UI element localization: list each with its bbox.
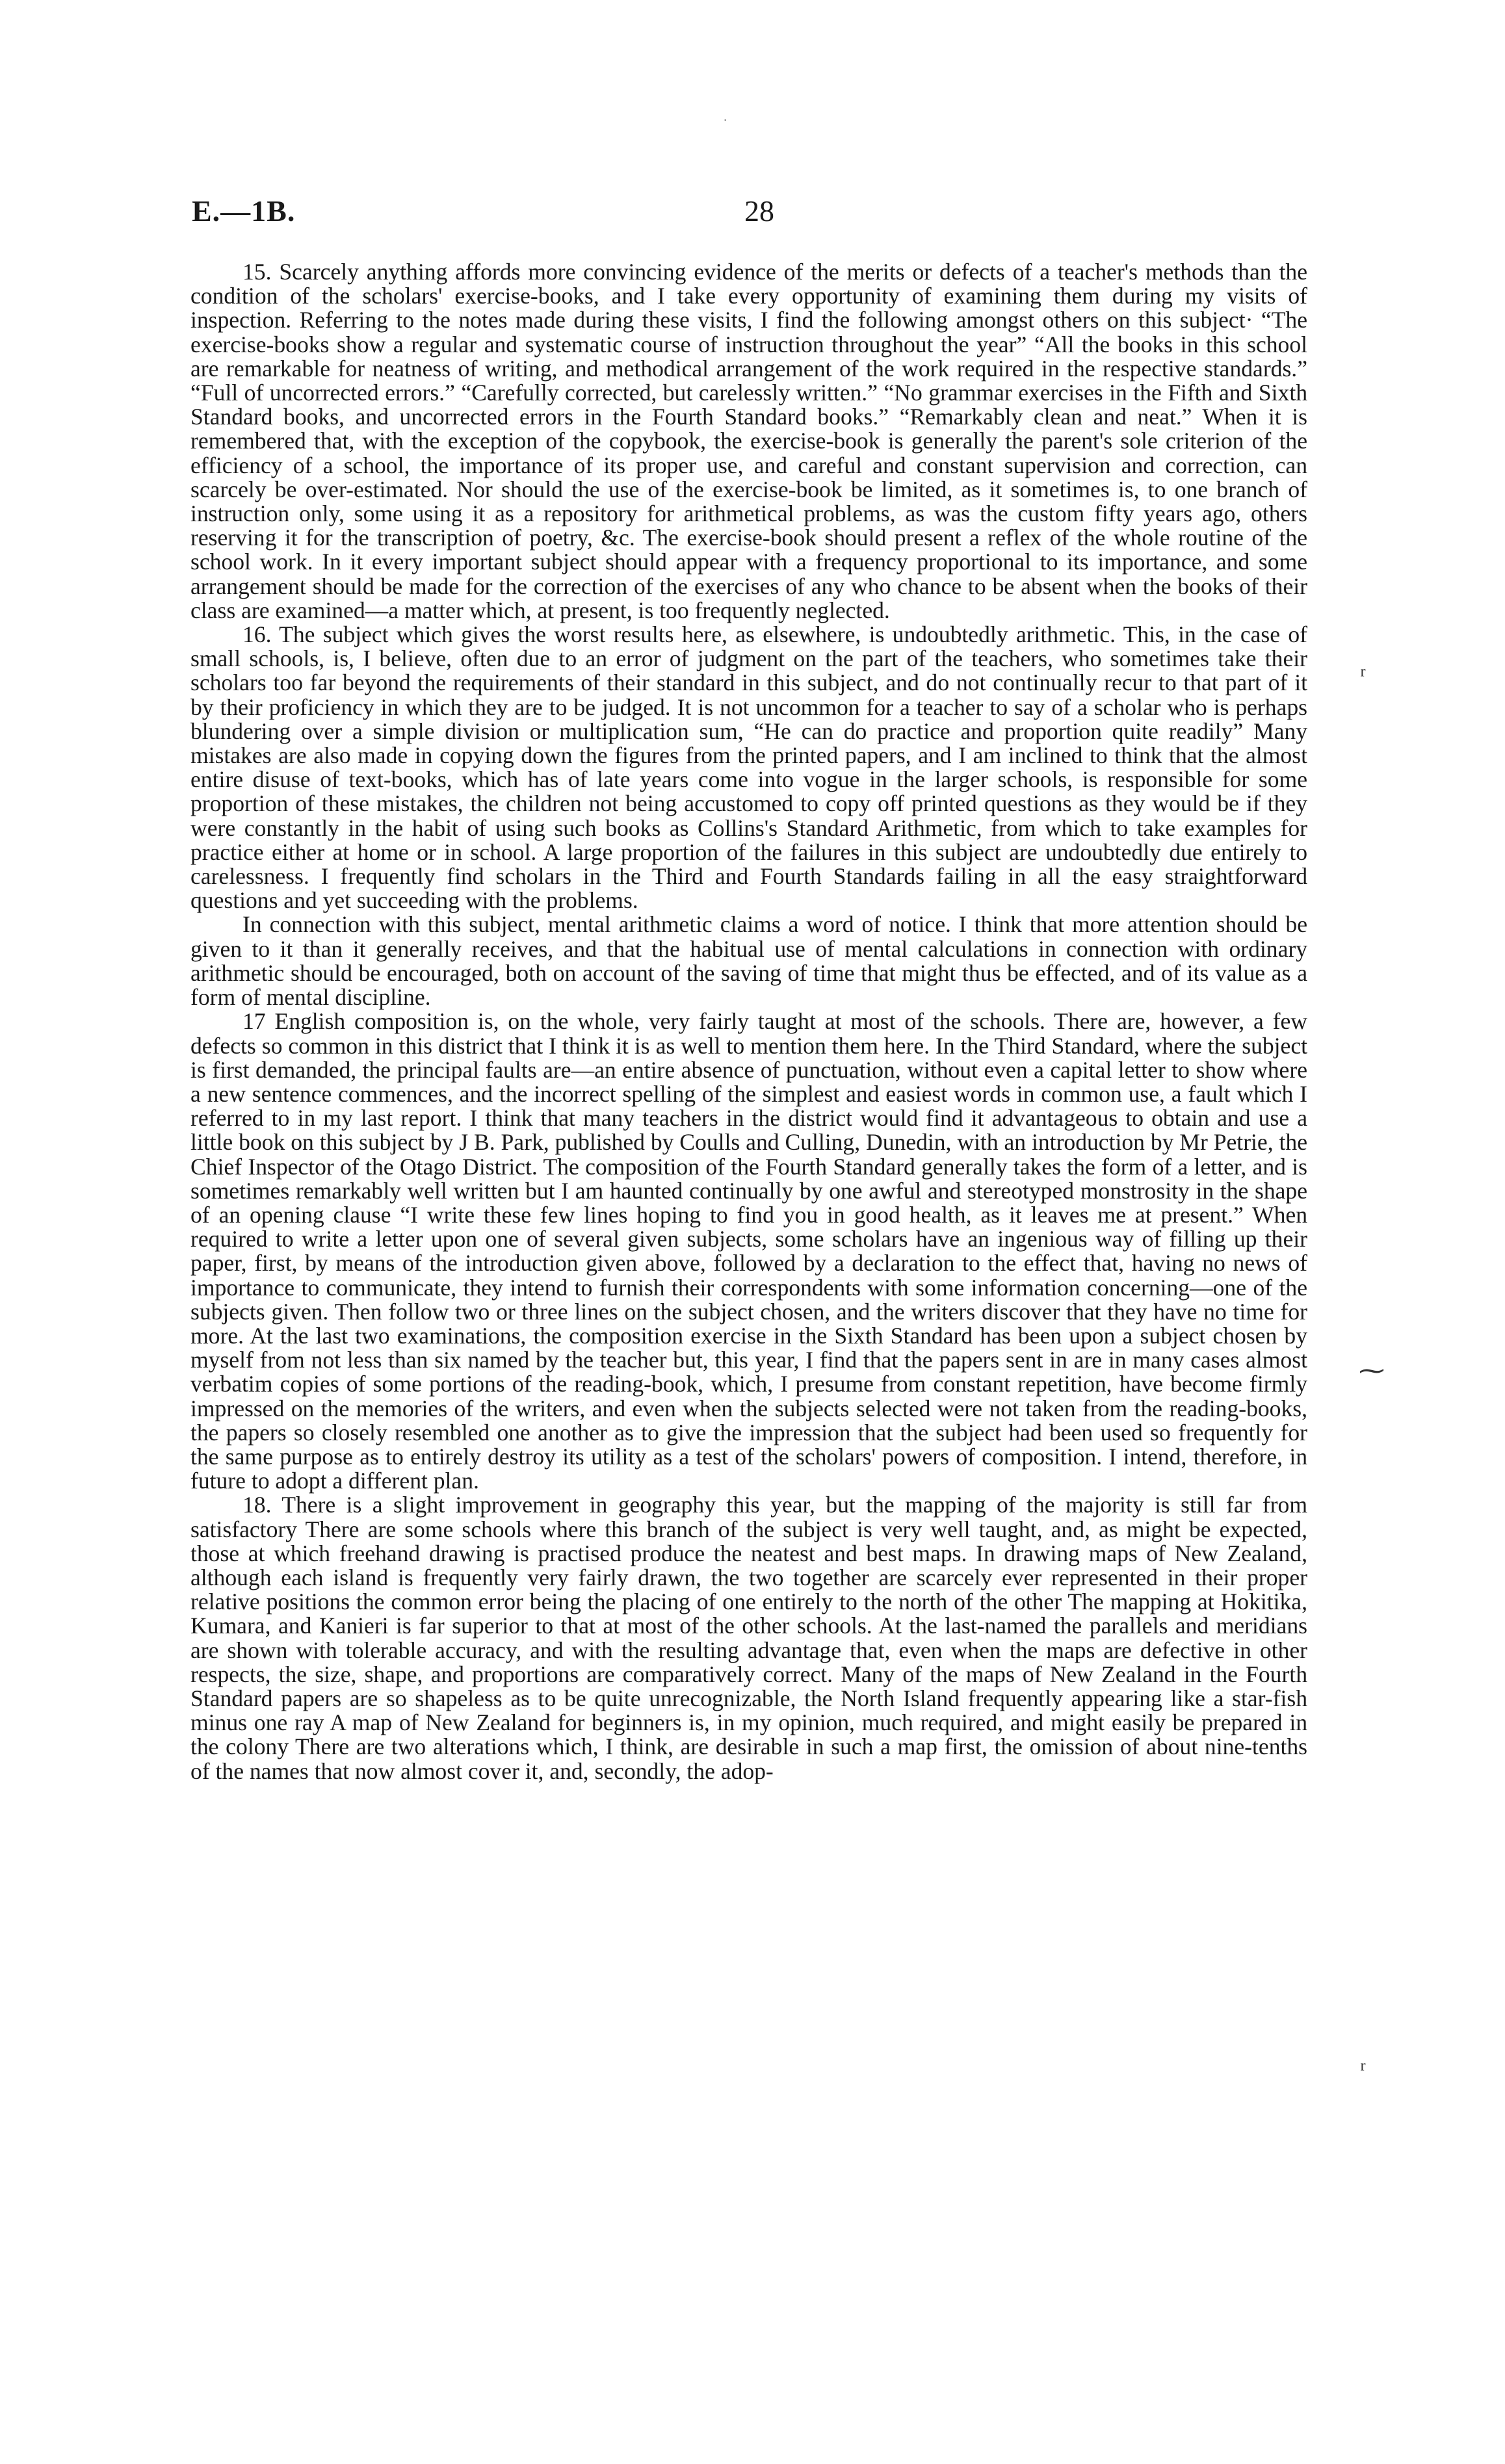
margin-pen-mark-icon: ⁓: [1359, 1356, 1385, 1385]
margin-pen-mark-icon: ᵣ: [1360, 651, 1367, 680]
paragraph-18: 18. There is a slight improvement in geography this year, but the mapping of the majority is still far from satisfactory There are some schools where this branch of the subject is very well taught, and, as might be expected, those at which freehand drawing is practised produce the neatest and best maps. In drawing maps of New Zealand, although each island is frequently very fairly drawn, the two together are scarcely ever represented in their proper relative positions the common error being the placing of one entirely to the north of the other The mapping at Hokitika, Kumara, and Kanieri is far superior to that at most of the other schools. At the last-named the parallels and meridians are shown with tolerable accuracy, and with the resulting advantage that, even when the maps are defective in other respects, the size, shape, and proportions are comparatively correct. Many of the maps of New Zealand in the Fourth Standard papers are so shapeless as to be quite unrecognizable, the North Island frequently appearing like a star-fish minus one ray A map of New Zealand for beginners is, in my opinion, much required, and might easily be prepared in the colony There are two alterations which, I think, are desirable in such a map first, the omission of about nine-tenths of the names that now almost cover it, and, secondly, the adop-: [190, 1492, 1307, 1784]
paragraph-mental-arithmetic: In connection with this subject, mental arithmetic claims a word of notice. I think that more attention should be given to it than it generally receives, and that the habitual use of mental calculations in connection with ordinary arithmetic should be encouraged, both on account of the saving of time that might thus be effected, and of its value as a form of mental discipline.: [190, 911, 1307, 1011]
margin-pen-mark-icon: ᵣ: [1360, 2045, 1367, 2074]
document-body: [190, 260, 1307, 1783]
paragraph-15: 15. Scarcely anything affords more convincing evidence of the merits or defects of a teacher's methods than the condition of the scholars' exercise-books, and I take every opportunity of examining them during my visits of inspection. Referring to the notes made during these visits, I find the following amongst others on this subject· “The exercise-books show a regular and systematic course of instruction throughout the year” “All the books in this school are remarkable for neatness of writing, and methodical arrangement of the work required in the respective standards.” “Full of uncorrected errors.” “Carefully corrected, but carelessly written.” “No grammar exercises in the Fifth and Sixth Standard books, and uncorrected errors in the Fourth Standard books.” “Remarkably clean and neat.” When it is remembered that, with the exception of the copybook, the exercise-book is generally the parent's sole criterion of the efficiency of a school, the importance of its proper use, and careful and constant supervision and correction, can scarcely be over-estimated. Nor should the use of the exercise-book be limited, as it sometimes is, to one branch of instruction only, some using it as a repository for arithmetical problems, as was the custom fifty years ago, others reserving it for the transcription of poetry, &c. The exercise-book should present a reflex of the whole routine of the school work. In it every important subject should appear with a frequency proportional to its importance, and some arrangement should be made for the correction of the exercises of any who chance to be absent when the books of their class are examined—a matter which, at present, is too frequently neglected.: [190, 259, 1307, 623]
document-reference: E.—1B.: [192, 194, 296, 227]
paragraph-17: 17 English composition is, on the whole, very fairly taught at most of the schools. There are, however, a few defects so common in this district that I think it is as well to mention them here. In the Third Standard, where the subject is first demanded, the principal faults are—an entire absence of punctuation, without even a capital letter to show where a new sentence commences, and the incorrect spelling of the simplest and easiest words in common use, a fault which I referred to in my last report. I think that many teachers in the district would find it advantageous to obtain and use a little book on this subject by J B. Park, published by Coulls and Culling, Dunedin, with an introduction by Mr Petrie, the Chief Inspector of the Otago District. The composition of the Fourth Standard generally takes the form of a letter, and is sometimes remarkably well written but I am haunted continually by one awful and stereotyped monstrosity in the shape of an opening clause “I write these few lines hoping to find you in good health, as it leaves me at present.” When required to write a letter upon one of several given subjects, some scholars have an ingenious way of filling up their paper, first, by means of the introduction given above, followed by a declaration to the effect that, having no news of importance to communicate, they intend to furnish their correspondents with some information concerning—one of the subjects given. Then follow two or three lines on the subject chosen, and the writers discover that they have no time for more. At the last two examinations, the composition exercise in the Sixth Standard has been upon a subject chosen by myself from not less than six named by the teacher but, this year, I find that the papers sent in are in many cases almost verbatim copies of some portions of the reading-book, which, I presume from constant repetition, have become firmly impressed on the memories of the writers, and even when the subjects selected were not taken from the reading-books, the papers so closely resembled one another as to give the impression that the subject had been used so frequently for the same purpose as to entirely destroy its utility as a test of the scholars' powers of composition. I intend, therefore, in future to adopt a different plan.: [190, 1008, 1307, 1494]
paragraph-16: 16. The subject which gives the worst results here, as elsewhere, is undoubtedly arithmetic. This, in the case of small schools, is, I believe, often due to an error of judgment on the part of the teachers, who sometimes take their scholars too far beyond the requirements of their standard in this subject, and do not continually recur to that part of it by their proficiency in which they are to be judged. It is not uncommon for a teacher to say of a scholar who is perhaps blundering over a simple division or multiplication sum, “He can do practice and proportion quite readily” Many mistakes are also made in copying down the figures from the printed papers, and I am inclined to think that the almost entire disuse of text-books, which has of late years come into vogue in the larger schools, is responsible for some proportion of these mistakes, the children not being accustomed to copy off printed questions as they would be if they were constantly in the habit of using such books as Collins's Standard Arithmetic, from which to take examples for practice either at home or in school. A large proportion of the failures in this subject are undoubtedly due entirely to carelessness. I frequently find scholars in the Third and Fourth Standards failing in all the easy straightforward questions and yet succeeding with the problems.: [190, 621, 1307, 914]
page-number: 28: [744, 194, 774, 227]
scan-speck: ·: [723, 112, 728, 128]
